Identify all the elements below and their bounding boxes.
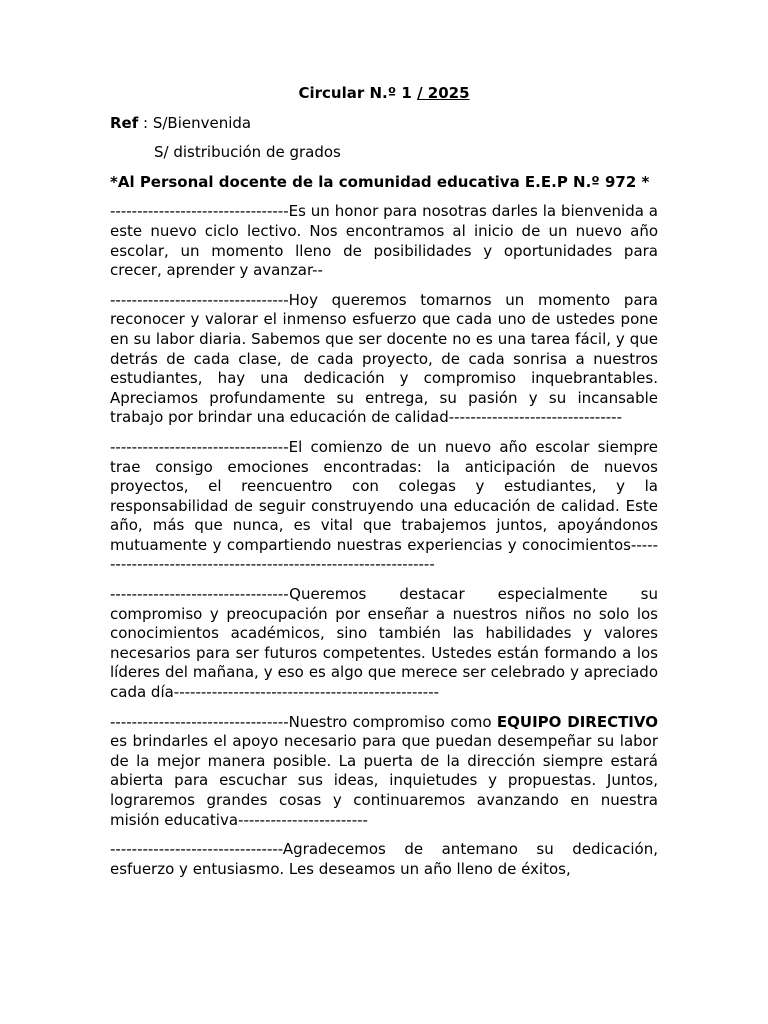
paragraph-text: es brindarles el apoyo necesario para que puedan desempeñar su labor de la mejor manera posible. La puerta de la dirección siempre estará abierta para escuchar sus ideas, inquietudes y propuestas. Juntos, lograremos grandes cosas y continuaremos avanzando en nuestra misión educativa------------------------ <box>110 732 658 829</box>
circular-title-prefix: Circular N.º 1 <box>298 84 418 102</box>
paragraph: ---------------------------------Queremos destacar especialmente su compromiso y preocupación por enseñar a nuestros niños no solo los conocimientos académicos, sino también las habilidades y valores necesarios para ser futuros competentes. Ustedes están formando a los líderes del mañana, y eso es algo que merece ser celebrado y apreciado cada día------------------------------------------------- <box>110 585 658 702</box>
paragraph-equipo-directivo <box>110 713 658 831</box>
paragraph-closing: --------------------------------Agradecemos de antemano su dedicación, esfuerzo y entusiasmo. Les deseamos un año lleno de éxitos, <box>110 840 658 878</box>
reference-line <box>110 114 658 134</box>
paragraph: ---------------------------------Es un honor para nosotras darles la bienvenida a este nuevo ciclo lectivo. Nos encontramos al inicio de un nuevo año escolar, un momento lleno de posibilidades y oportunidades para crecer, aprender y avanzar-- <box>110 202 658 280</box>
circular-title <box>110 84 658 104</box>
paragraph: ---------------------------------Hoy queremos tomarnos un momento para reconocer y valorar el inmenso esfuerzo que cada uno de ustedes pone en su labor diaria. Sabemos que ser docente no es una tarea fácil, y que detrás de cada clase, de cada proyecto, de cada sonrisa a nuestros estudiantes, hay una dedicación y compromiso inquebrantables. Apreciamos profundamente su entrega, su pasión y su incansable trabajo por brindar una educación de calidad-------------------------------- <box>110 290 658 427</box>
paragraph: ---------------------------------El comienzo de un nuevo año escolar siempre trae consigo emociones encontradas: la anticipación de nuevos proyectos, el reencuentro con colegas y estudiantes, y la responsabilidad de seguir construyendo una educación de calidad. Este año, más que nunca, es vital que trabajemos juntos, apoyándonos mutuamente y compartiendo nuestras experiencias y conocimientos----------------------------------------------------------------- <box>110 437 658 574</box>
paragraph-text: ---------------------------------Nuestro compromiso como <box>110 712 497 731</box>
reference-label: Ref <box>110 113 139 132</box>
addressee: *Al Personal docente de la comunidad educativa E.E.P N.º 972 * <box>110 172 650 191</box>
document-body <box>110 84 658 889</box>
circular-title-year: / 2025 <box>417 84 470 102</box>
equipo-directivo-text: EQUIPO DIRECTIVO <box>496 712 658 731</box>
reference-line-2: S/ distribución de grados <box>154 143 341 162</box>
reference-text: : S/Bienvenida <box>138 113 252 132</box>
